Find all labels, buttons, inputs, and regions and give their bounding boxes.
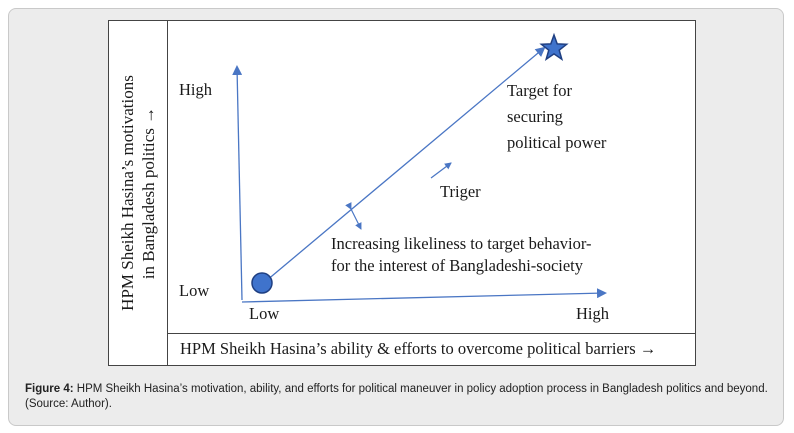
figure-caption	[25, 382, 775, 412]
x-high-label: High	[576, 304, 609, 323]
caption-label: Figure 4:	[25, 383, 74, 395]
likeliness-double-arrow	[351, 209, 361, 229]
x-low-label: Low	[249, 304, 280, 323]
x-axis-title: HPM Sheikh Hasina’s ability & efforts to overcome political barriers →	[180, 339, 657, 358]
vertical-axis-arrow	[237, 67, 242, 300]
target-label-line-3: political power	[507, 133, 607, 152]
likeliness-label-line-1: Increasing likeliness to target behavior-	[331, 234, 592, 253]
horizontal-axis-arrow	[242, 293, 605, 302]
target-label-line-2: securing	[507, 107, 563, 126]
y-axis-title-line-2: in Bangladesh politics →	[139, 106, 158, 280]
trigger-arrow	[431, 163, 451, 178]
likeliness-label-line-2: for the interest of Bangladeshi-society	[331, 256, 584, 275]
y-low-label: Low	[179, 281, 210, 300]
trigger-label: Triger	[440, 182, 481, 201]
caption-text: HPM Sheikh Hasina’s motivation, ability, and efforts for political maneuver in policy adoption process in Bangladesh politics and beyond. (Source: Author).	[25, 383, 768, 410]
target-label-line-1: Target for	[507, 81, 572, 100]
y-axis-title-line-1: HPM Sheikh Hasina’s motivations	[118, 75, 137, 311]
start-point-circle	[252, 273, 272, 293]
y-high-label: High	[179, 80, 212, 99]
target-star-icon	[541, 35, 566, 59]
